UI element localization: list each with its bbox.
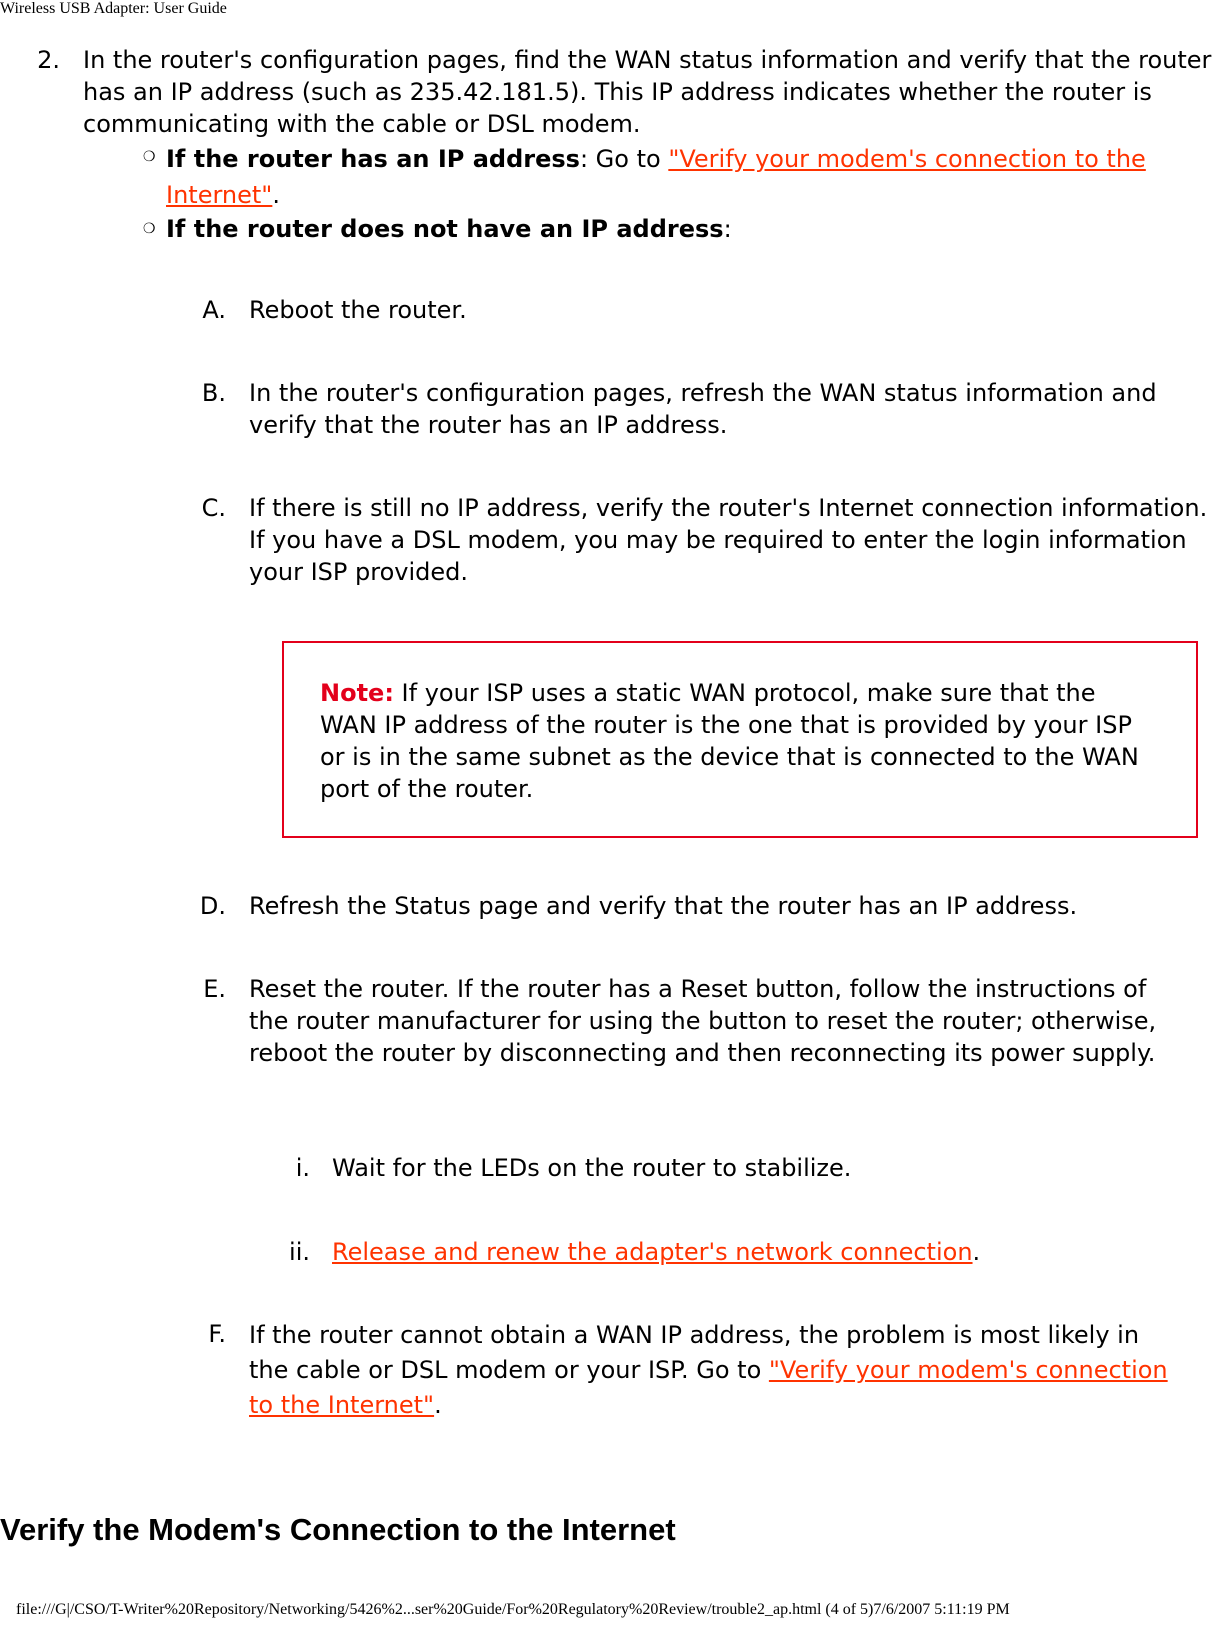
- substep-a-text: Reboot the router.: [249, 296, 467, 324]
- substep-e-ii-text: [332, 1234, 1217, 1270]
- substep-f-body: If the router cannot obtain a WAN IP address, the problem is most likely in the cable or DSL modem or your ISP. Go to: [249, 1321, 1140, 1384]
- substep-label: B.: [201, 379, 226, 407]
- release-renew-link[interactable]: Release and renew the adapter's network connection: [332, 1238, 973, 1266]
- note-label: Note:: [320, 679, 394, 707]
- note-box: [282, 641, 1198, 838]
- bullet-bold: If the router has an IP address: [166, 145, 580, 173]
- bullet-no-ip: [166, 213, 1206, 245]
- substep-label: C.: [201, 494, 226, 522]
- substep-end: .: [434, 1391, 442, 1419]
- section-heading: Verify the Modem's Connection to the Internet: [0, 1512, 676, 1547]
- verify-modem-link[interactable]: "Verify your modem's connection to the Internet": [166, 145, 1146, 209]
- substep-end: .: [972, 1238, 981, 1266]
- substep-e-text: Reset the router. If the router has a Reset button, follow the instructions of the router manufacturer for using the button to reset the router; otherwise, reboot the router by disconnecting and then reconnecting its power supply.: [249, 975, 1157, 1067]
- substep-label: F.: [208, 1320, 226, 1348]
- note-text: If your ISP uses a static WAN protocol, make sure that the WAN IP address of the router is the one that is provided by your ISP or is in the same subnet as the device that is connected to the WAN port of the router.: [320, 679, 1139, 803]
- substep-label: D.: [199, 892, 226, 920]
- substep-e-i-text: Wait for the LEDs on the router to stabilize.: [332, 1154, 852, 1182]
- substep-c-text: If there is still no IP address, verify the router's Internet connection information. If you have a DSL modem, you may be required to enter the login information your ISP provided.: [249, 494, 1208, 586]
- bullet-has-ip: [166, 141, 1206, 213]
- substep-label: E.: [203, 975, 226, 1003]
- verify-modem-link[interactable]: "Verify your modem's connection to the Internet": [249, 1356, 1168, 1419]
- substep-label: i.: [295, 1154, 310, 1182]
- note-content: [320, 677, 1150, 805]
- bullet-text: : Go to: [579, 145, 669, 173]
- footer-file-path: file:///G|/CSO/T-Writer%20Repository/Networking/5426%2...ser%20Guide/For%20Regulatory%20Review/trouble2_ap.html (4 of 5)7/6/2007 5:11:19 PM: [16, 1601, 1010, 1618]
- step-number: 2.: [37, 46, 60, 74]
- bullet-text: :: [723, 215, 732, 243]
- circle-bullet-icon: ❍: [143, 149, 156, 165]
- page-header-title: Wireless USB Adapter: User Guide: [0, 0, 227, 17]
- bullet-end: .: [272, 181, 280, 209]
- bullet-bold: If the router does not have an IP address: [166, 215, 724, 243]
- substep-d-text: Refresh the Status page and verify that the router has an IP address.: [249, 892, 1078, 920]
- substep-label: A.: [202, 296, 226, 324]
- substep-f-text: [249, 1318, 1169, 1423]
- substep-label: ii.: [289, 1238, 310, 1266]
- step-2-text: In the router's configuration pages, find the WAN status information and verify that the router has an IP address (such as 235.42.181.5). This IP address indicates whether the router is communicating with the cable or DSL modem.: [83, 46, 1212, 138]
- circle-bullet-icon: ❍: [143, 221, 156, 237]
- substep-b-text: In the router's configuration pages, refresh the WAN status information and verify that the router has an IP address.: [249, 379, 1157, 439]
